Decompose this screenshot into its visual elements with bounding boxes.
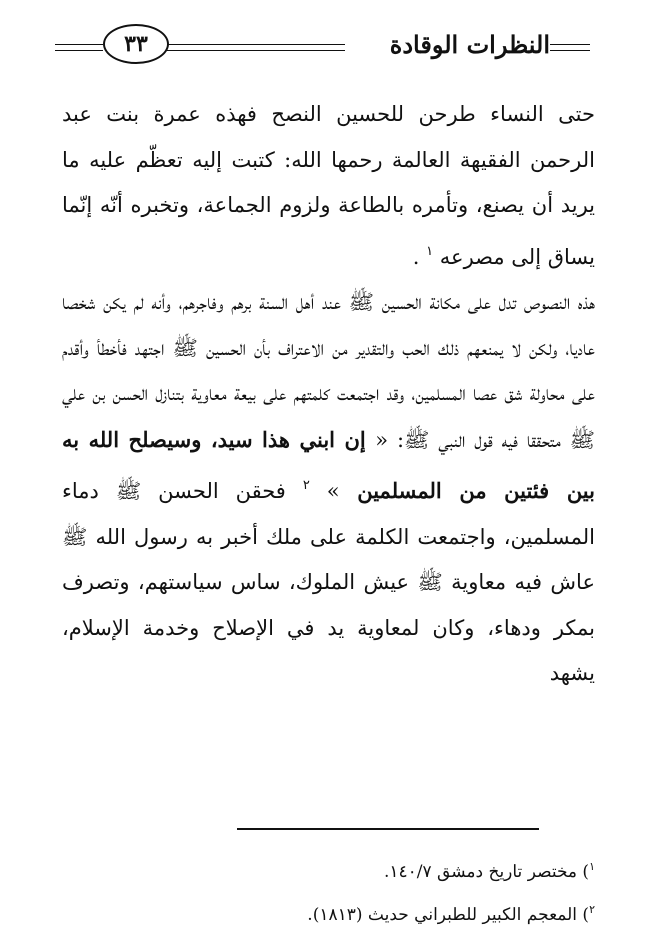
book-title: النظرات الوقادة	[389, 30, 550, 59]
footnote-2: $^٢$) المعجم الكبير للطبراني حديث (١٨١٣).	[307, 903, 595, 925]
header-rule-middle-2	[167, 50, 345, 51]
header-rule-middle	[167, 44, 345, 45]
paragraph-2-text: هذه النصوص تدل على مكانة الحسين ﷺ عند أهل السنة برهم وفاجرهم، وأنه لم يكن شخصا عاديا، ولكن لا يمنعهم ذلك الحب والتقدير من الاعتراف بأن الحسين ﷺ اجتهد فأخطأ وأقدم على محاولة شق عصا المسلمين، وقد اجتمعت كلمتهم على بيعة معاوية بتنازل الحسن بن علي ﷺ متحققا فيه قول النبي ﷺ: «	[62, 290, 595, 452]
header-rule-left	[55, 44, 103, 45]
paragraph-1-text: حتى النساء طرحن للحسين النصح فهذه عمرة بنت عبد الرحمن الفقيهة العالمة رحمها الله: كتبت إليه تعظّم عليه ما يريد أن يصنع، وتأمره بالطاعة ولزوم الجماعة، وتخبره أنّه إنّما يساق إلى مصرعه	[62, 102, 595, 269]
quote-close: »	[326, 479, 340, 503]
paragraph-1-end: .	[412, 244, 420, 269]
footnote-1-text: مختصر تاريخ دمشق ١٤٠/٧.	[383, 862, 578, 882]
paragraph-2	[62, 280, 595, 697]
header-rule-right	[550, 44, 590, 45]
page-header	[55, 22, 595, 74]
footnotes	[75, 848, 595, 934]
page-number: ٣٣	[103, 24, 169, 64]
header-rule-right-2	[550, 50, 590, 51]
hadith-quote: إن ابني هذا سيد، وسيصلح الله به بين فئتين من المسلمين	[62, 426, 595, 503]
body-text	[62, 92, 595, 697]
footnote-separator	[237, 828, 539, 830]
footnote-1: $^١$) مختصر تاريخ دمشق ١٤٠/٧.	[383, 860, 595, 882]
footnote-ref-1: ١	[426, 243, 434, 259]
paragraph-1	[62, 92, 595, 280]
footnote-2-number: ٢	[589, 903, 595, 916]
footnote-ref-2: ٢	[302, 478, 310, 493]
paragraph-2-cont: فحقن الحسن ﷺ دماء المسلمين، واجتمعت الكلمة على ملك أخبر به رسول الله ﷺ عاش فيه معاوية ﷺ عيش الملوك، ساس سياستهم، وتصرف بمكر ودهاء، وكان لمعاوية يد في الإصلاح وخدمة الإسلام، يشهد	[62, 479, 595, 685]
footnote-2-text: المعجم الكبير للطبراني حديث (١٨١٣).	[307, 905, 578, 925]
footnote-1-number: ١	[589, 860, 595, 873]
header-rule-left-2	[55, 50, 103, 51]
